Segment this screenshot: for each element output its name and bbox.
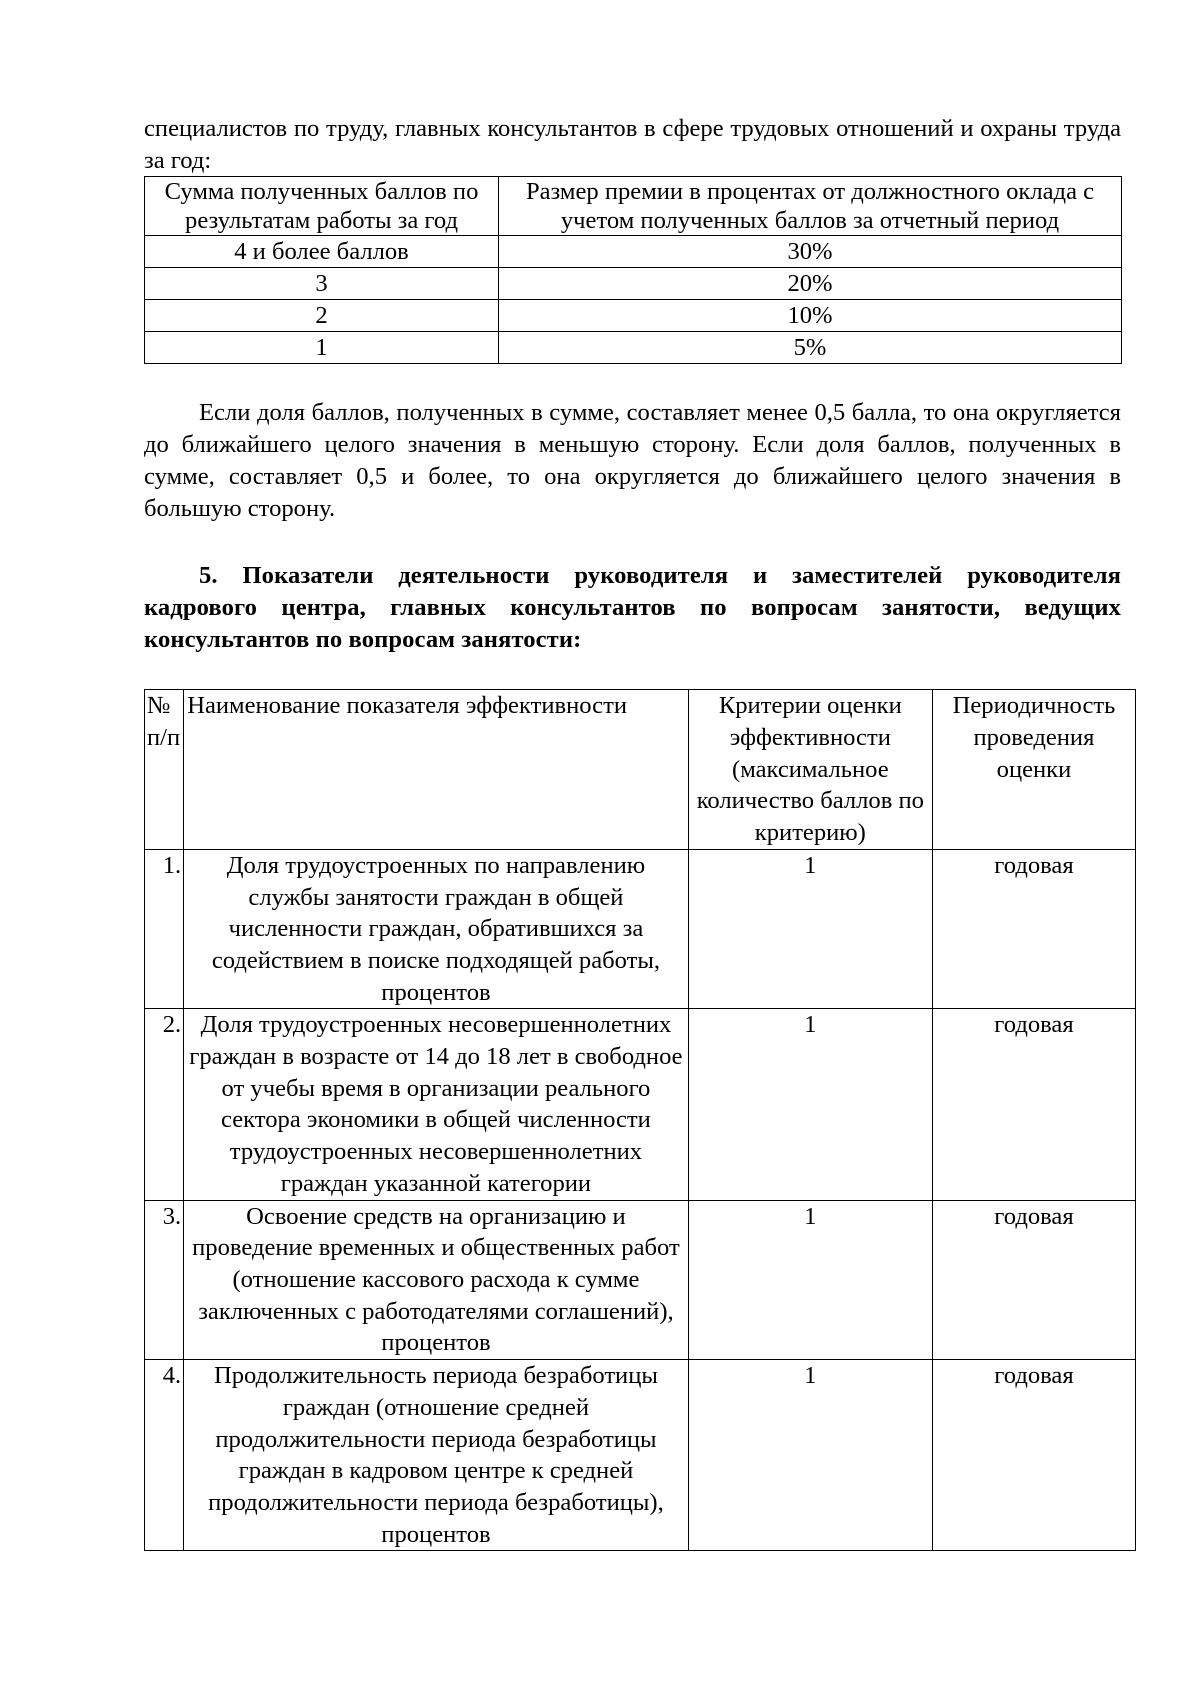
intro-paragraph: специалистов по труду, главных консультантов в сфере трудовых отношений и охраны труда за год: (144, 115, 1121, 174)
bonus-header-points: Сумма полученных баллов по результатам работы за год (145, 177, 499, 236)
bonus-percent-cell: 30% (499, 236, 1122, 268)
bonus-percent-cell: 20% (499, 268, 1122, 300)
row-num: 3. (145, 1200, 184, 1360)
table-row (145, 268, 1122, 300)
section-heading: 5. Показатели деятельности руководителя и заместителей руководителя кадрового центра, главных консультантов по вопросам занятости, ведущих консультантов по вопросам занятости: (144, 562, 1121, 653)
bonus-percent-cell: 10% (499, 300, 1122, 332)
row-period: годовая (932, 1009, 1135, 1200)
header-num: № п/п (145, 690, 184, 850)
table-row (145, 1009, 1136, 1200)
indicators-table (144, 689, 1136, 1551)
bonus-points-cell: 3 (145, 268, 499, 300)
header-period: Периодичность проведения оценки (932, 690, 1135, 850)
bonus-percent-cell: 5% (499, 332, 1122, 364)
table-row (145, 849, 1136, 1009)
row-period: годовая (932, 849, 1135, 1009)
row-num: 4. (145, 1360, 184, 1551)
table-row (145, 332, 1122, 364)
row-criteria: 1 (688, 1009, 932, 1200)
bonus-points-cell: 1 (145, 332, 499, 364)
row-num: 2. (145, 1009, 184, 1200)
row-criteria: 1 (688, 1360, 932, 1551)
bonus-points-cell: 2 (145, 300, 499, 332)
bonus-table-header (145, 177, 1122, 236)
document-page (144, 113, 1121, 1551)
row-name: Доля трудоустроенных по направлению службы занятости граждан в общей численности граждан, обратившихся за содействием в поиске подходящей работы, процентов (184, 849, 689, 1009)
row-name: Доля трудоустроенных несовершеннолетних граждан в возрасте от 14 до 18 лет в свободное от учебы время в организации реального сектора экономики в общей численности трудоустроенных несовершеннолетних граждан указанной категории (184, 1009, 689, 1200)
bonus-table (144, 176, 1122, 364)
table-row (145, 300, 1122, 332)
table-row (145, 1360, 1136, 1551)
row-period: годовая (932, 1360, 1135, 1551)
header-criteria: Критерии оценки эффективности (максимальное количество баллов по критерию) (688, 690, 932, 850)
row-num: 1. (145, 849, 184, 1009)
row-name: Освоение средств на организацию и проведение временных и общественных работ (отношение кассового расхода к сумме заключенных с работодателями соглашений), процентов (184, 1200, 689, 1360)
row-criteria: 1 (688, 849, 932, 1009)
bonus-points-cell: 4 и более баллов (145, 236, 499, 268)
row-criteria: 1 (688, 1200, 932, 1360)
table-row (145, 1200, 1136, 1360)
indicators-table-header (145, 690, 1136, 850)
table-row (145, 236, 1122, 268)
bonus-header-percent: Размер премии в процентах от должностного оклада с учетом полученных баллов за отчетный период (499, 177, 1122, 236)
row-period: годовая (932, 1200, 1135, 1360)
rounding-paragraph: Если доля баллов, полученных в сумме, составляет менее 0,5 балла, то она округляется до ближайшего целого значения в меньшую сторону. Если доля баллов, полученных в сумме, составляет 0,5 и более, то она округляется до ближайшего целого значения в большую сторону. (144, 399, 1121, 522)
header-name: Наименование показателя эффективности (184, 690, 689, 850)
row-name: Продолжительность периода безработицы граждан (отношение средней продолжительности периода безработицы граждан в кадровом центре к средней продолжительности периода безработицы), процентов (184, 1360, 689, 1551)
